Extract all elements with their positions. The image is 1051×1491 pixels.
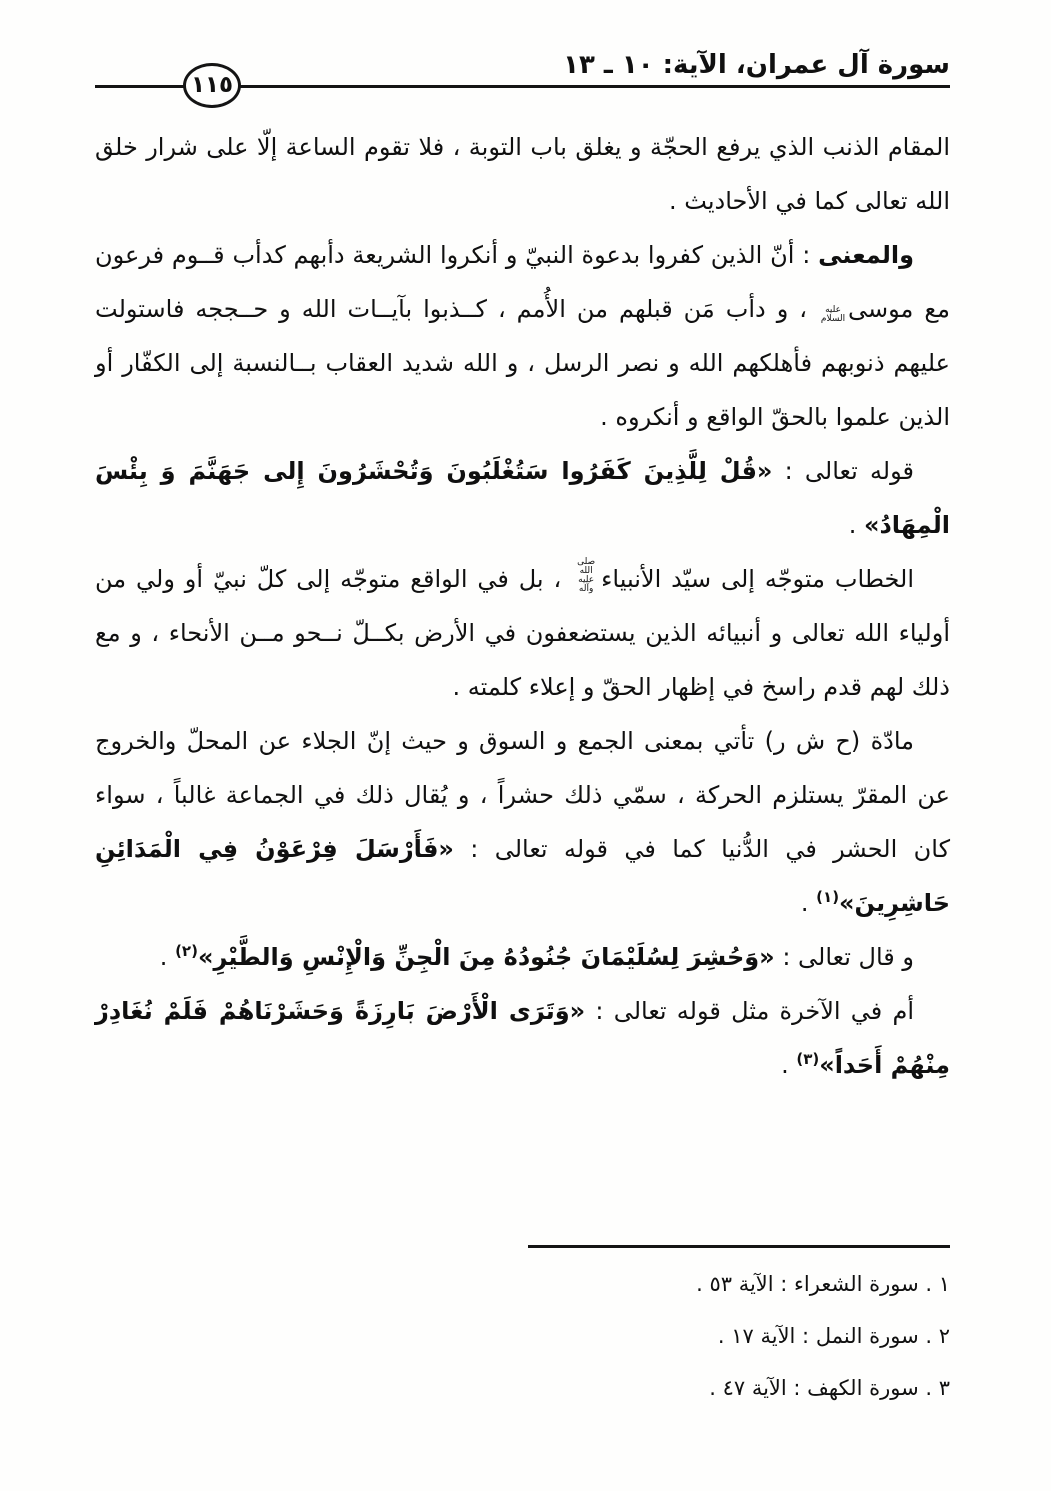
page-number: ١١٥ [190, 71, 234, 98]
paragraph-text: : أنّ الذين كفروا بدعوة النبيّ و أنكروا الشريعة دأبهم كدأب قــوم فرعون مع موسى [95, 241, 950, 323]
paragraph-verse-main [95, 444, 950, 552]
page-number-oval [183, 63, 241, 108]
footnote-ref-3: (٣) [796, 1050, 820, 1068]
paragraph-text: . [800, 889, 817, 917]
paragraph-text: الخطاب متوجّه إلى سيّد الأنبياء [601, 565, 914, 593]
quran-verse: «وَتَرَى الْأَرْضَ بَارِزَةً وَحَشَرْنَاهُمْ فَلَمْ نُغَادِرْ مِنْهُمْ أَحَداً» [95, 997, 950, 1079]
paragraph-meaning [95, 228, 950, 444]
paragraph-text: قوله تعالى : [772, 457, 914, 485]
footnote-item: ٣ . سورة الكهف : الآية ٤٧ . [709, 1376, 950, 1400]
paragraph-text: و قال تعالى : [774, 943, 914, 971]
paragraph-address [95, 552, 950, 714]
footnote-ref-1: (١) [816, 888, 840, 906]
footnote-item: ٢ . سورة النمل : الآية ١٧ . [717, 1324, 950, 1348]
honorific-alayhissalam: عليه السلام [820, 305, 846, 324]
paragraph-text: ، بل في الواقع متوجّه إلى كلّ نبيّ أو ولي من أولياء الله تعالى و أنبيائه الذين يستضعفون في الأرض بكــلّ نــحو مــن الأنحاء ، و مع ذلك لهم قدم راسخ في إظهار الحقّ و إعلاء كلمته . [95, 565, 950, 701]
paragraph-text: . [848, 511, 864, 539]
paragraph-continuation [95, 120, 950, 228]
lead-word: والمعنى [818, 241, 914, 269]
paragraph-root-meaning [95, 714, 950, 930]
honorific-sallallahu: صلى الله عليه وآله [577, 557, 596, 594]
paragraph-text: المقام الذنب الذي يرفع الحجّة و يغلق باب التوبة ، فلا تقوم الساعة إلّا على شرار خلق الله تعالى كما في الأحاديث . [95, 133, 950, 215]
paragraph-verse-sulayman [95, 930, 950, 984]
footnote-ref-2: (٢) [175, 942, 198, 960]
paragraph-text: . [781, 1051, 797, 1079]
quran-verse: «قُلْ لِلَّذِينَ كَفَرُوا سَتُغْلَبُونَ وَتُحْشَرُونَ إِلى جَهَنَّمَ وَ بِئْسَ الْمِهَادُ» [95, 457, 950, 539]
paragraph-text: مادّة (ح ش ر) تأتي بمعنى الجمع و السوق و حيث إنّ الجلاء عن المحلّ والخروج عن المقرّ يستلزم الحركة ، سمّي ذلك حشراً ، و يُقال ذلك في الجماعة غالباً ، سواء كان الحشر في الدُّنيا كما في قوله تعالى : [95, 727, 950, 863]
paragraph-text: . [159, 943, 176, 971]
quran-verse: «وَحُشِرَ لِسُلَيْمَانَ جُنُودُهُ مِنَ الْجِنِّ وَالْإِنْسِ وَالطَّيْرِ» [197, 943, 775, 971]
page-header [95, 0, 950, 98]
quran-verse: «فَأَرْسَلَ فِرْعَوْنُ فِي الْمَدَائِنِ حَاشِرِينَ» [95, 835, 950, 917]
footnotes-separator [528, 1245, 950, 1248]
paragraph-text: ، و دأب مَن قبلهم من الأُمم ، كــذبوا بآيــات الله و حــججه فاستولت عليهم ذنوبهم فأهلكهم الله و نصر الرسل ، و الله شديد العقاب بــالنسبة إلى الكفّار أو الذين علموا بالحقّ الواقع و أنكروه . [95, 295, 950, 431]
paragraph-verse-akhira [95, 984, 950, 1092]
page-title: سورة آل عمران، الآية: ١٠ ـ ١٣ [563, 50, 950, 80]
footnote-item: ١ . سورة الشعراء : الآية ٥٣ . [696, 1272, 950, 1296]
paragraph-text: أم في الآخرة مثل قوله تعالى : [585, 997, 914, 1025]
footnotes-section [528, 1245, 950, 1414]
body-text [95, 120, 950, 1092]
